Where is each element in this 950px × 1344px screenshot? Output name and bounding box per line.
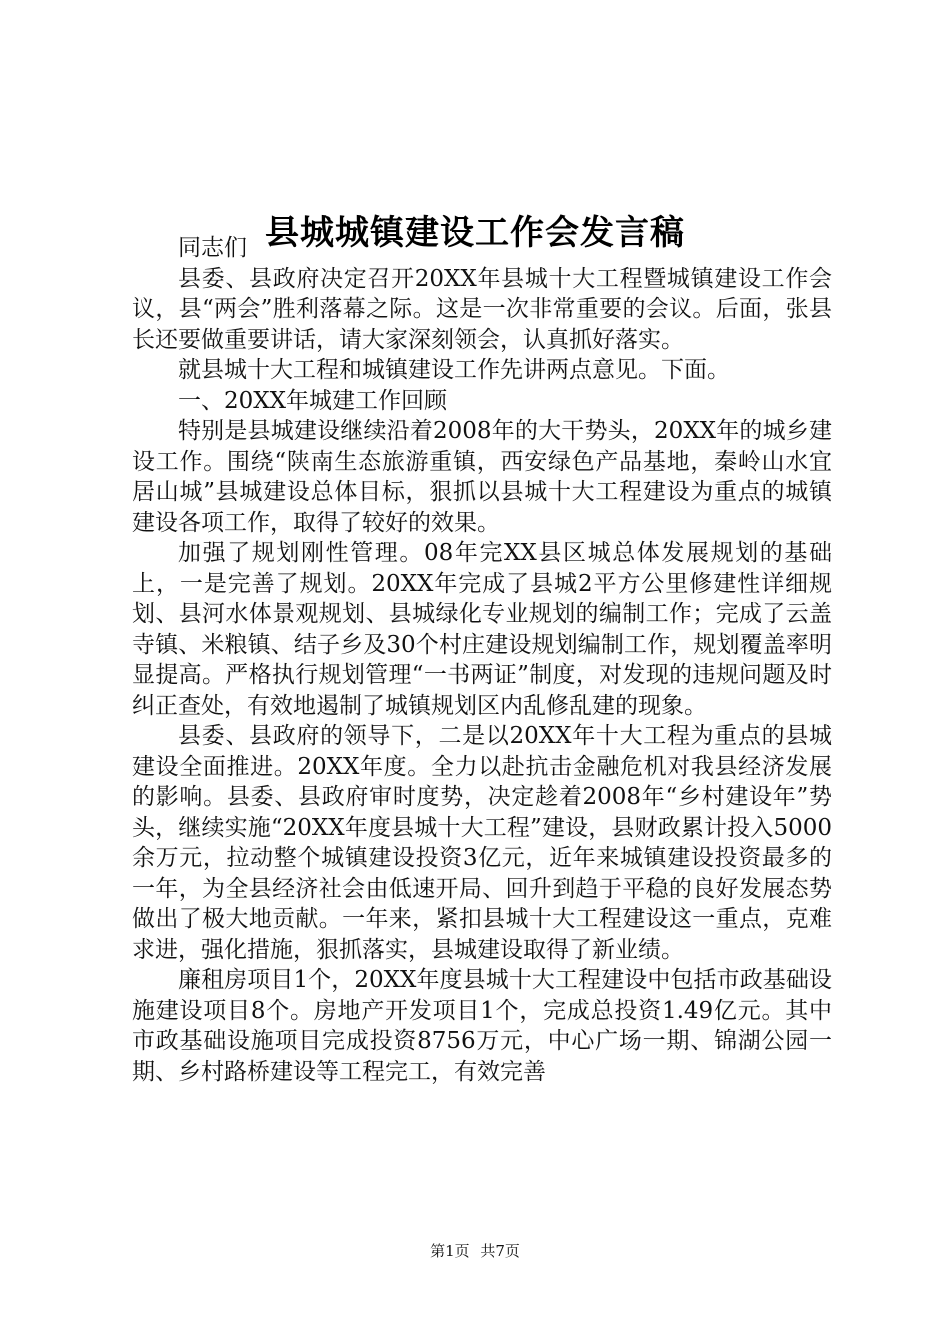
section-heading: 一、20XX年城建工作回顾 [178,387,448,414]
paragraph: 县委、县政府的领导下，二是以20XX年十大工程为重点的县城建设全面推进。20XX年度。全力以赴抗击金融危机对我县经济发展的影响。县委、县政府审时度势，决定趁着2008年“乡村建设年”势头，继续实施“20XX年度县城十大工程”建设，县财政累计投入5000余万元，拉动整个城镇建设投资3亿元，近年来城镇建设投资最多的一年，为全县经济社会由低速开局、回升到趋于平稳的良好发展态势做出了极大地贡献。一年来，紧扣县城十大工程建设这一重点，克难求进，强化措施，狠抓落实，县城建设取得了新业绩。 [132,723,832,963]
page-footer [0,1240,950,1262]
page-number-current: 第1页 [430,1242,470,1260]
paragraph: 廉租房项目1个，20XX年度县城十大工程建设中包括市政基础设施建设项目8个。房地产开发项目1个，完成总投资1.49亿元。其中市政基础设施项目完成投资8756万元，中心广场一期、锦湖公园一期、乡村路桥建设等工程完工，有效完善 [132,967,832,1085]
paragraph-salutation: 同志们 [178,235,247,261]
document-body [132,233,832,1087]
paragraph: 县委、县政府决定召开20XX年县城十大工程暨城镇建设工作会议，县“两会”胜利落幕之际。这是一次非常重要的会议。后面，张县长还要做重要讲话，请大家深刻领会，认真抓好落实。 [132,265,832,353]
paragraph: 特别是县城建设继续沿着2008年的大干势头，20XX年的城乡建设工作。围绕“陕南生态旅游重镇，西安绿色产品基地，秦岭山水宜居山城”县城建设总体目标，狠抓以县城十大工程建设为重点的城镇建设各项工作，取得了较好的效果。 [132,418,832,536]
document-title: 县城城镇建设工作会发言稿 [265,212,685,253]
paragraph: 就县城十大工程和城镇建设工作先讲两点意见。下面。 [178,357,730,383]
paragraph: 加强了规划刚性管理。08年完XX县区城总体发展规划的基础上，一是完善了规划。20XX年完成了县城2平方公里修建性详细规划、县河水体景观规划、县城绿化专业规划的编制工作；完成了云盖寺镇、米粮镇、结子乡及30个村庄建设规划编制工作，规划覆盖率明显提高。严格执行规划管理“一书两证”制度，对发现的违规问题及时纠正查处，有效地遏制了城镇规划区内乱修乱建的现象。 [132,540,832,719]
page-number-total: 共7页 [480,1242,520,1260]
